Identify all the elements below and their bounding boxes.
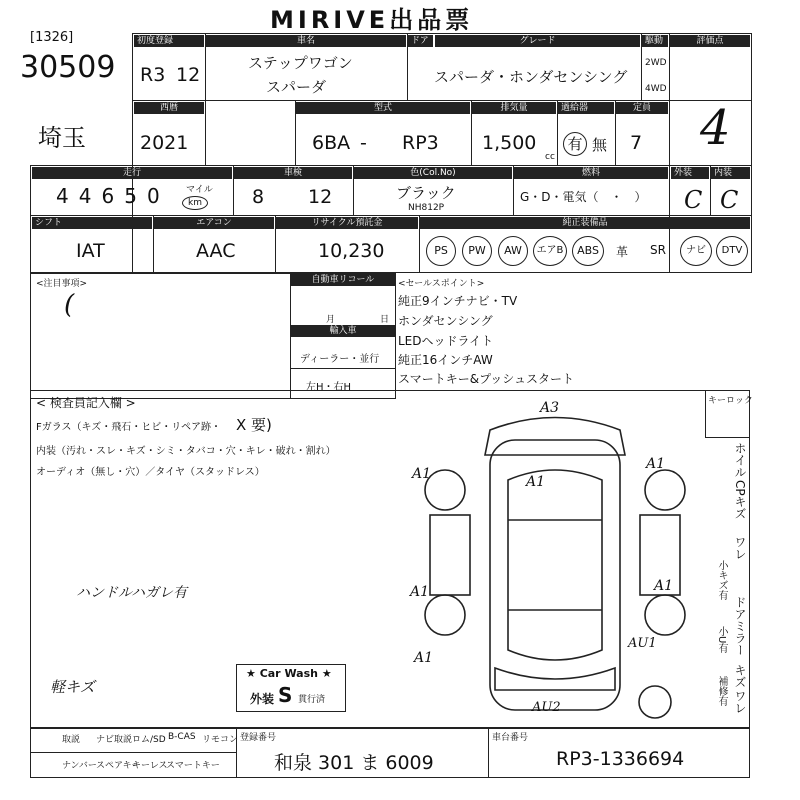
color-no: NH812P (408, 203, 445, 213)
foot-label: ナンバー (62, 761, 97, 771)
first-reg-era: R3 (140, 64, 166, 86)
equip-aw: AW (498, 236, 528, 266)
hdr-ac: エアコン (154, 217, 274, 229)
foot-label: キーレス (132, 761, 168, 771)
damage-mark: A1 (410, 584, 430, 600)
mileage-digit: 4 (78, 184, 102, 208)
drive-2wd: 2WD (645, 58, 667, 68)
damage-mark: AU2 (532, 700, 561, 715)
first-reg-month: 12 (176, 64, 201, 86)
hdr-capacity: 定員 (616, 102, 668, 114)
recycle-value: 10,230 (318, 240, 385, 262)
sales-point-item: ホンダセンシング (398, 314, 493, 328)
hdr-recycle: リサイクル預託金 (276, 217, 418, 229)
right-col-note: ワレ (733, 690, 747, 714)
cc-unit: cc (545, 152, 555, 162)
mileage-digits (56, 184, 170, 208)
inspector-line: Fガラス（キズ・飛石・ヒビ・リペア跡・ (36, 422, 222, 433)
hdr-inspection: 車検 (234, 167, 352, 179)
equip-airbag: エアB (533, 236, 567, 266)
grade-value: スパーダ・ホンダセンシング (434, 68, 628, 86)
carwash-label: 外装 (250, 692, 275, 706)
mileage-unit-mile: マイル (186, 185, 213, 195)
hdr-turbo: 過給器 (558, 102, 614, 114)
hdr-color: 色(Col.No) (354, 167, 512, 179)
hdr-displacement: 排気量 (472, 102, 556, 114)
recall-month: 月 (326, 315, 336, 325)
damage-mark: A1 (414, 650, 434, 666)
inspector-label: < 検査員記入欄 > (36, 396, 136, 410)
fuel-options: G・D・電気（ ・ ） (520, 190, 647, 204)
foot-label: B-CAS (168, 732, 196, 742)
foot-label: ロム/SD (132, 735, 166, 745)
hdr-shift: シフト (32, 217, 152, 229)
model-sep: - (360, 132, 367, 154)
score-handwritten: 4 (700, 100, 731, 156)
turbo-yes: 有 (563, 132, 587, 156)
foot-label: 取説 (62, 735, 81, 745)
hdr-grade: グレード (435, 35, 640, 47)
hdr-mileage: 走行 (32, 167, 232, 179)
drive-4wd: 4WD (645, 84, 667, 94)
car-name-1: ステップワゴン (248, 54, 353, 72)
recall-import: 輸入車 (291, 325, 395, 337)
right-col-note: ドアミラー (733, 596, 747, 656)
hdr-door: ドア (408, 35, 433, 47)
lot-number: 30509 (20, 50, 116, 85)
prefecture: 埼玉 (38, 124, 86, 152)
notes-label: <注目事項> (36, 279, 88, 289)
foot-label: スマートキー (166, 761, 220, 771)
damage-mark: A1 (646, 456, 666, 472)
chassis-no: RP3-1336694 (556, 748, 685, 770)
recall-handle: 左H・右H (306, 382, 352, 393)
right-col-note: 小U有 (716, 626, 727, 654)
sales-point-item: LEDヘッドライト (398, 334, 494, 348)
sales-points-label: <セールスポイント> (398, 279, 485, 289)
damage-mark: A1 (654, 578, 674, 594)
sales-point-item: スマートキー&プッシュスタート (398, 372, 575, 386)
sales-point-item: 純正16インチAW (398, 353, 493, 367)
mileage-digit: 5 (124, 184, 147, 208)
hdr-exterior: 外装 (671, 167, 709, 179)
equip-sunroof: SR (650, 243, 666, 257)
damage-mark: A1 (412, 466, 432, 482)
mileage-digit: 0 (146, 184, 170, 208)
exterior-grade: C (684, 186, 703, 214)
inspector-line: 内装（汚れ・スレ・キズ・シミ・タバコ・穴・キレ・破れ・割れ） (36, 446, 336, 457)
right-col-note: キズ (733, 664, 747, 688)
reg-no-label: 登録番号 (240, 733, 277, 743)
hdr-score: 評価点 (670, 35, 750, 47)
hand-note-handle: ハンドルハガレ有 (76, 585, 188, 601)
damage-mark: AU1 (628, 636, 657, 651)
car-name-2: スパーダ (266, 78, 327, 96)
hdr-car-name: 車名 (206, 35, 406, 47)
year-value: 2021 (140, 132, 189, 154)
keylock-label: キーロック (708, 396, 753, 406)
mileage-unit-km: km (182, 196, 208, 210)
carwash-title: ★ Car Wash ★ (246, 667, 332, 680)
chassis-no-label: 車台番号 (492, 733, 529, 743)
hdr-drive: 駆動 (642, 35, 668, 47)
interior-grade: C (720, 186, 739, 214)
equip-pw: PW (462, 236, 492, 266)
capacity-value: 7 (630, 132, 643, 154)
model-code: RP3 (402, 132, 439, 154)
lot-bracket: [1326] (30, 30, 74, 45)
sales-point-item: 純正9インチナビ・TV (398, 294, 518, 308)
equip-dtv: DTV (716, 236, 748, 266)
hdr-fuel: 燃料 (514, 167, 668, 179)
mileage-digit: 4 (56, 184, 79, 208)
right-col-note: 小キズ有 (716, 560, 727, 600)
foot-label: ナビ取説 (96, 735, 133, 745)
right-col-note: 補修有 (716, 676, 727, 706)
hand-note-bottom: 軽キズ (50, 678, 95, 696)
model-prefix: 6BA (312, 132, 351, 154)
foot-label: リモコン (202, 735, 239, 745)
turbo-no: 無 (592, 136, 608, 154)
notes-handmark: ( (64, 290, 75, 320)
right-col-note: CPキズ (733, 480, 747, 520)
hdr-year: 西暦 (134, 102, 204, 114)
hdr-recall: 自動車リコール (291, 274, 395, 286)
recall-day: 日 (380, 315, 390, 325)
color-value: ブラック (396, 184, 456, 202)
inspector-line: X 要) (236, 416, 272, 434)
hdr-first-reg: 初度登録 (134, 35, 204, 47)
equip-ps: PS (426, 236, 456, 266)
inspector-line: オーディオ（無し・穴）／タイヤ（スタッドレス） (36, 467, 265, 478)
hdr-interior: 内装 (711, 167, 750, 179)
hdr-equipment: 純正装備品 (420, 217, 750, 229)
equip-leather: 革 (616, 245, 629, 259)
carwash-grade: S (278, 683, 293, 707)
damage-mark: A1 (526, 474, 546, 490)
ac-value: AAC (196, 240, 236, 262)
mileage-digit: 6 (101, 184, 125, 208)
displacement-value: 1,500 (482, 132, 537, 154)
recall-dealer: ディーラー・並行 (300, 354, 380, 365)
car-diagram (420, 400, 690, 720)
right-col-note: ワレ (733, 536, 747, 560)
carwash-sub: 貫行済 (298, 695, 326, 705)
damage-mark: A3 (540, 400, 560, 416)
sheet-title: MIRIVE出品票 (270, 6, 474, 34)
equip-navi: ナビ (680, 236, 712, 266)
inspection-year: 8 (252, 186, 265, 208)
reg-no: 和泉 301 ま 6009 (274, 752, 434, 774)
shift-value: IAT (76, 240, 105, 262)
right-col-note: ホイル (733, 442, 747, 478)
equip-abs: ABS (572, 236, 604, 266)
inspection-month: 12 (308, 186, 333, 208)
hdr-model: 型式 (296, 102, 470, 114)
foot-label: スペアキー (96, 761, 141, 771)
